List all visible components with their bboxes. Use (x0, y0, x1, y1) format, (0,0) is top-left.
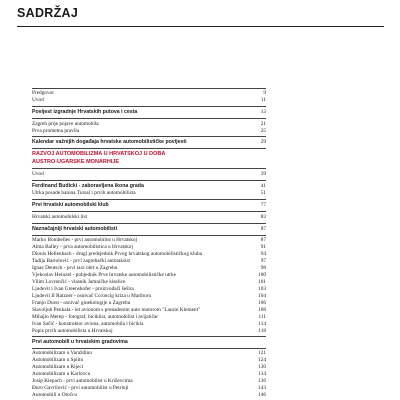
toc-entry-title: Zagreb prije pojave automobila (32, 121, 99, 127)
toc-entry-page: 103 (258, 286, 266, 292)
toc-entry-page: 143 (258, 385, 266, 391)
toc-entry-page: 91 (260, 244, 266, 250)
toc-entry (32, 90, 266, 97)
toc-entry-title: Automobili u Otočcu (32, 392, 78, 398)
toc-separator (32, 223, 266, 224)
toc-entry (32, 244, 266, 251)
toc-entry-title: Hrvatski automobilski list (32, 214, 88, 220)
toc-entry-title: Marko Bombelles - prvi automobilist u Hrvatskoj (32, 237, 138, 243)
toc-entry (32, 385, 266, 392)
toc-entry-page: 94 (260, 251, 266, 257)
toc-entry-title: Dionis Hellenbach - drugi predsjednik Prvog hrvatskog automobilističkog kluba (32, 251, 203, 257)
toc-entry (32, 286, 266, 293)
toc-entry (32, 121, 266, 128)
toc-separator (32, 180, 266, 181)
toc-entry (32, 251, 266, 258)
toc-entry-page: 39 (260, 171, 266, 177)
toc-entry (32, 364, 266, 371)
toc-separator (32, 211, 266, 212)
toc-entry-title: Alma Balley - prva automobilistica u Hrvatskoj (32, 244, 133, 250)
toc-entry-page: 101 (258, 279, 266, 285)
toc-entry (32, 272, 266, 279)
section-heading (32, 159, 266, 166)
toc-entry-title: AUSTRO-UGARSKE MONARHIJE (32, 159, 120, 165)
toc-entry-page: 114 (258, 321, 266, 327)
toc-entry-title: Josip Kiepach - prvi automobilist u Križevcima (32, 378, 133, 384)
toc-separator (32, 348, 266, 349)
toc-entry-page: 13 (260, 109, 266, 115)
toc-entry-page: 121 (258, 350, 266, 356)
toc-entry (32, 392, 266, 399)
toc-entry-title: Povijest izgradnje Hrvatskih putova i cesta (32, 109, 138, 115)
toc-entry (32, 279, 266, 286)
toc-entry-page: 41 (260, 183, 266, 189)
toc-entry-title: Ivan Sačić - konstruktor aviona, automobila i bicikla (32, 321, 144, 327)
toc-entry-title: Slavoljub Penkala - let avionom s prenadenim auto motorom "Laurin Klement" (32, 307, 201, 313)
toc-entry-title: Kalendar važnijih događaja hrvatske automobilističke povijesti (32, 139, 187, 145)
toc-entry (32, 171, 266, 178)
toc-entry-page: 51 (260, 190, 266, 196)
toc-entry-title: Ignaz Deutsch - prvi taxi obrt u Zagrebu (32, 265, 118, 271)
toc-entry-page: 21 (260, 121, 266, 127)
toc-separator (32, 199, 266, 200)
toc-entry-page: 104 (258, 293, 266, 299)
toc-entry-page: 136 (258, 378, 266, 384)
toc-entry (32, 321, 266, 328)
toc-entry-page: 29 (260, 139, 266, 145)
toc-entry-page: 108 (258, 307, 266, 313)
toc-separator (32, 235, 266, 236)
toc-separator (32, 136, 266, 137)
toc-entry-title: RAZVOJ AUTOMOBILIZMA U HRVATSKOJ U DOBA (32, 151, 166, 157)
toc-entry-title: Automobilizam u Varaždinu (32, 350, 92, 356)
toc-separator (32, 168, 266, 169)
toc-entry-page: 25 (260, 128, 266, 134)
toc-entry-title: Franjo Durst - osnivač ginekologije u Zagrebu (32, 300, 131, 306)
toc-entry-title: Predgovor (32, 90, 55, 96)
toc-entry-page: 83 (260, 214, 266, 220)
toc-entry-page: 124 (258, 357, 266, 363)
toc-entry (32, 328, 266, 335)
toc-entry-title: Automobilizam u Splitu (32, 357, 84, 363)
toc-chapter (32, 339, 266, 346)
toc-entry-page: 87 (260, 237, 266, 243)
toc-chapter (32, 139, 266, 146)
toc-entry-title: Vjekoslav Heinzel - pobjednik Prve hrvatske automobilističke utrke (32, 272, 177, 278)
toc-entry-page: 97 (260, 258, 266, 264)
toc-entry-title: Mihajlo Merep - fotograf, biciklist, automobilist i avijatičar (32, 314, 159, 320)
toc-entry (32, 378, 266, 385)
section-heading (32, 151, 266, 158)
toc-entry-title: Vilim Lovrenčić - vlasnik Jamničke kiselice (32, 279, 126, 285)
toc-entry-title: Ljudevit i Ivan Greenshofer - proizvođači šešira (32, 286, 134, 292)
toc-entry-page: 146 (258, 392, 266, 398)
toc-entry (32, 97, 266, 104)
toc-entry (32, 258, 266, 265)
toc-entry-page: 87 (260, 226, 266, 232)
toc-entry (32, 371, 266, 378)
page-title: SADRŽAJ (17, 6, 79, 20)
toc-chapter (32, 183, 266, 190)
toc-separator (32, 118, 266, 119)
title-rule (17, 26, 384, 27)
toc-entry-page: 111 (258, 314, 266, 320)
toc-entry-title: Prvi hrvatski automobilski klub (32, 202, 109, 208)
toc-entry-title: Đuro Gavrilović - prvi automobilist u Petrinji (32, 385, 129, 391)
toc-separator (32, 336, 266, 337)
toc-separator (32, 88, 266, 89)
toc-entry (32, 357, 266, 364)
toc-entry-title: Uvod (32, 97, 44, 103)
toc-entry-title: Automobilizam u Karlovcu (32, 371, 91, 377)
toc-entry-title: Ulrka posade balona Tursal i prvih automobilista (32, 190, 136, 196)
toc-entry-page: 130 (258, 364, 266, 370)
toc-chapter (32, 202, 266, 209)
toc-separator (32, 106, 266, 107)
toc-entry (32, 350, 266, 357)
toc-entry-page: 100 (258, 272, 266, 278)
toc-entry-page: 77 (260, 202, 266, 208)
toc-entry-page: 134 (258, 371, 266, 377)
toc-chapter (32, 109, 266, 116)
toc-entry-title: Uvod (32, 171, 44, 177)
toc-entry-page: 11 (260, 97, 266, 103)
toc-entry-title: Automobilizam u Rijeci (32, 364, 84, 370)
toc-entry (32, 314, 266, 321)
toc-entry (32, 265, 266, 272)
toc-chapter (32, 226, 266, 233)
toc-entry (32, 214, 266, 221)
toc-entry-title: Prva prometna pravila (32, 128, 80, 134)
toc-entry (32, 307, 266, 314)
toc-entry (32, 300, 266, 307)
toc-entry-title: Prvi automobili u hrvatskim gradovima (32, 339, 128, 345)
toc-entry-page: 98 (260, 265, 266, 271)
toc-entry (32, 128, 266, 135)
toc-entry-page: 9 (263, 90, 266, 96)
toc-entry-page: 106 (258, 300, 266, 306)
toc-entry (32, 293, 266, 300)
toc-entry (32, 237, 266, 244)
toc-separator (32, 148, 266, 149)
toc-entry-title: Ljudevit II Raizner - osnivač Ccroncig kriza u Mariboru (32, 293, 152, 299)
toc-entry-title: Naznačajniji hrvatski automobilisti (32, 226, 118, 232)
toc-entry-title: Tadija Bartolović - prvi zagrebački autotaksist (32, 258, 131, 264)
toc-entry (32, 190, 266, 197)
toc-entry-title: Ferdinand Budicki - zaboravljena ikona grada (32, 183, 144, 189)
toc-entry-title: Popis prvih automobilista u Hrvatskoj (32, 328, 113, 334)
toc-entry-page: 118 (258, 328, 266, 334)
